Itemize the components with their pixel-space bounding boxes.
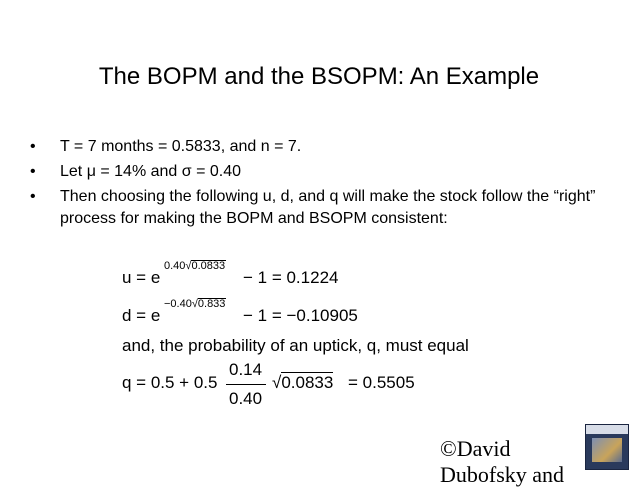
probability-text: and, the probability of an uptick, q, must equal [122,336,469,355]
equation-d-rhs: − 1 = −0.10905 [243,306,358,325]
copyright-line-2: Dubofsky and [440,462,565,487]
equation-u-lhs: u = e [122,268,161,287]
bullet-item: • Let μ = 14% and σ = 0.40 [30,161,630,183]
bullet-dot-icon: • [30,138,36,155]
equation-q-lhs: q = 0.5 + 0.5 [122,373,218,392]
copyright-line-1: ©David [440,436,511,461]
equation-u-rhs: − 1 = 0.1224 [243,268,339,287]
bullet-dot-icon: • [30,163,36,180]
equation-q-radical: √0.0833 [272,373,334,392]
equation-d-exponent: −0.40√0.833 [164,298,226,310]
equation-q-numerator: 0.14 [229,360,263,379]
bullet-item: • T = 7 months = 0.5833, and n = 7. [30,136,630,158]
bullet-item: • Then choosing the following u, d, and q will make the stock follow the “right” process for making the BOPM and BSOPM consistent: [30,188,596,227]
equation-q-denominator: 0.40 [229,389,263,408]
bullet-list [30,136,630,233]
fraction-bar [226,384,266,385]
bullet-dot-icon: • [30,188,36,205]
book-cover-icon [585,424,629,470]
equation-u-exponent: 0.40√0.0833 [164,260,226,272]
slide-title: The BOPM and the BSOPM: An Example [98,63,540,90]
equation-d-lhs: d = e [122,306,161,325]
equation-q-rhs: = 0.5505 [348,373,415,392]
